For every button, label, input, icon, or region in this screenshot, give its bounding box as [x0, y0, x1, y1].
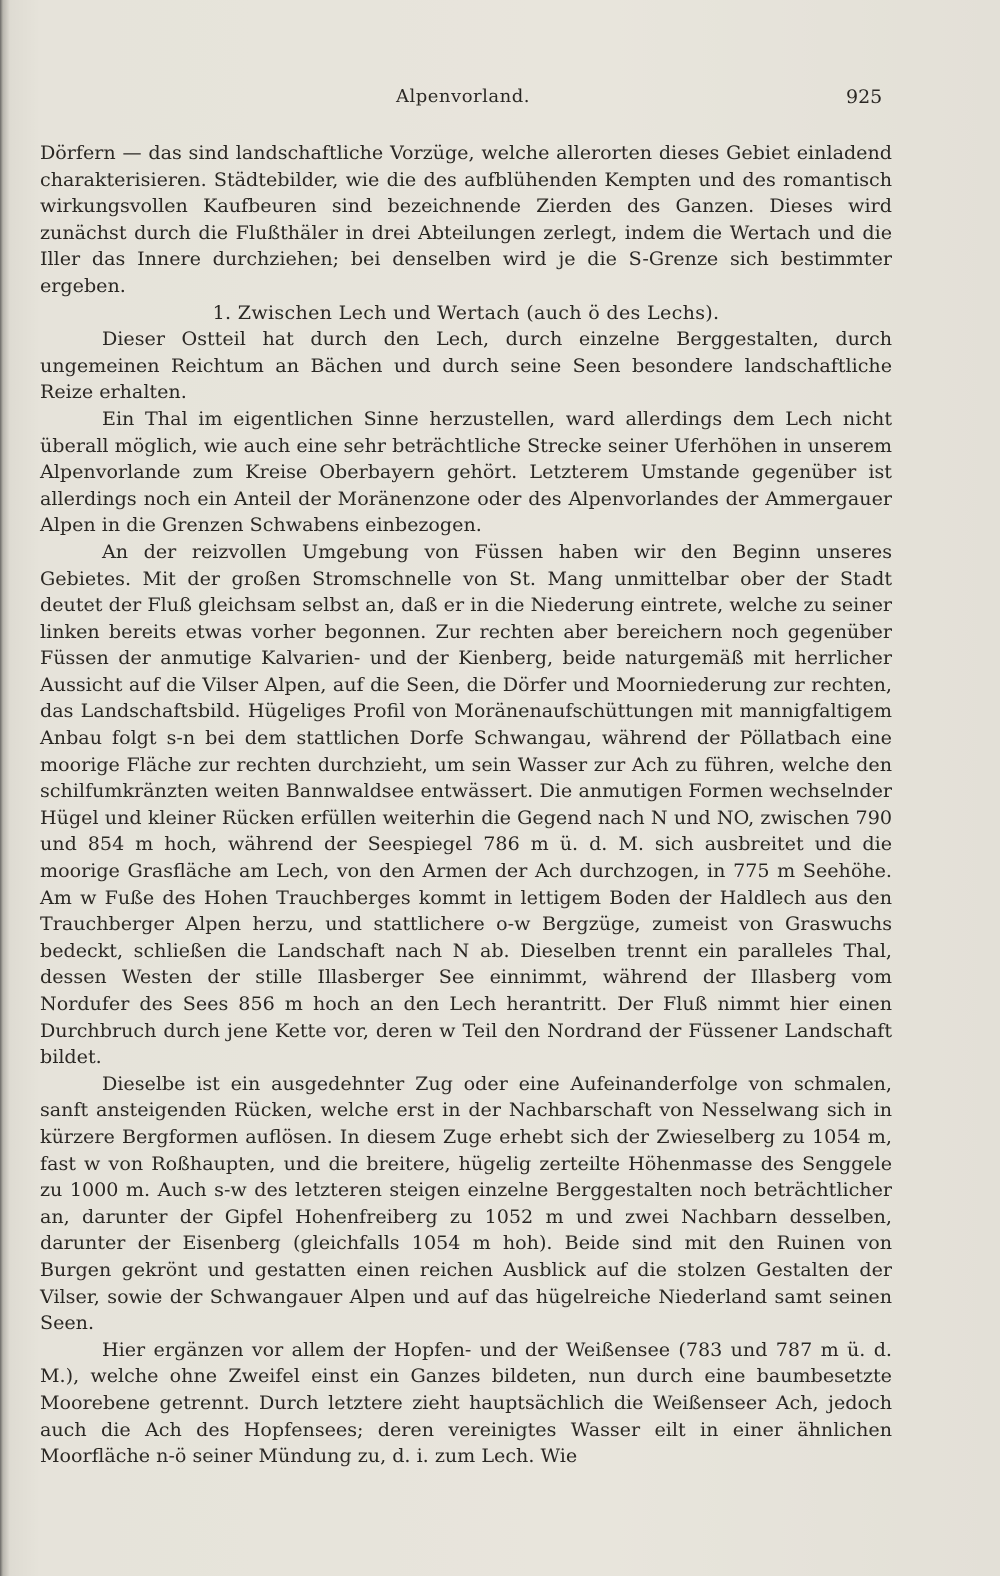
running-title: Alpenvorland. [396, 86, 530, 107]
page-header [0, 86, 1000, 116]
paragraph: Ein Thal im eigentlichen Sinne herzustellen, ward allerdings dem Lech nicht überall möglich, wie auch eine sehr beträchtliche Strecke seiner Uferhöhen in unserem Alpenvorlande zum Kreise Oberbayern gehört. Letzterem Umstande gegenüber ist allerdings noch ein Anteil der Moränenzone oder des Alpenvorlandes der Ammergauer Alpen in die Grenzen Schwabens einbezogen. [40, 406, 892, 537]
paragraph: Hier ergänzen vor allem der Hopfen- und der Weißensee (783 und 787 m ü. d. M.), welche ohne Zweifel einst ein Ganzes bildeten, nun durch eine baumbesetzte Moorebene getrennt. Durch letztere zieht hauptsächlich die Weißenseer Ach, jedoch auch die Ach des Hopfensees; deren vereinigtes Wasser eilt in einer ähnlichen Moorfläche n-ö seiner Mündung zu, d. i. zum Lech. Wie [40, 1337, 892, 1468]
section-heading: 1. Zwischen Lech und Wertach (auch ö des Lechs). [212, 300, 720, 324]
paragraph: An der reizvollen Umgebung von Füssen haben wir den Beginn unseres Gebietes. Mit der großen Stromschnelle von St. Mang unmittelbar ober der Stadt deutet der Fluß gleichsam selbst an, daß er in die Niederung eintrete, welche zu seiner linken bereits etwas vorher begonnen. Zur rechten aber bereichern noch gegenüber Füssen der anmutige Kalvarien- und der Kienberg, beide naturgemäß mit herrlicher Aussicht auf die Vilser Alpen, auf die Seen, die Dörfer und Moorniederung zur rechten, das Landschaftsbild. Hügeliges Profil von Moränenaufschüttungen mit mannigfaltigem Anbau folgt s-n bei dem stattlichen Dorfe Schwangau, während der Pöllatbach eine moorige Fläche zur rechten durchzieht, um sein Wasser zur Ach zu führen, welche den schilfumkränzten weiten Bannwaldsee entwässert. Die anmutigen Formen wechselnder Hügel und kleiner Rücken erfüllen weiterhin die Gegend nach N und NO, zwischen 790 und 854 m hoch, während der Seespiegel 786 m ü. d. M. sich ausbreitet und die moorige Grasfläche am Lech, von den Armen der Ach durchzogen, in 775 m Seehöhe. Am w Fuße des Hohen Trauchberges kommt in lettigem Boden der Haldlech aus den Trauchberger Alpen herzu, und stattlichere o-w Bergzüge, zumeist von Graswuchs bedeckt, schließen die Landschaft nach N ab. Dieselben trennt ein paralleles Thal, dessen Westen der stille Illasberger See einnimmt, während der Illasberg vom Nordufer des Sees 856 m hoch an den Lech herantritt. Der Fluß nimmt hier einen Durchbruch durch jene Kette vor, deren w Teil den Nordrand der Füssener Landschaft bildet. [40, 539, 892, 1069]
body-text [40, 140, 892, 1470]
paragraph: Dieselbe ist ein ausgedehnter Zug oder eine Aufeinanderfolge von schmalen, sanft ansteigenden Rücken, welche erst in der Nachbarschaft von Nesselwang sich in kürzere Bergformen auflösen. In diesem Zuge erhebt sich der Zwieselberg zu 1054 m, fast w von Roßhaupten, und die breitere, hügelig zerteilte Höhenmasse des Senggele zu 1000 m. Auch s-w des letzteren steigen einzelne Berggestalten noch beträchtlicher an, darunter der Gipfel Hohenfreiberg zu 1052 m und zwei Nachbarn desselben, darunter der Eisenberg (gleichfalls 1054 m hoh). Beide sind mit den Ruinen von Burgen gekrönt und gestatten einen reichen Ausblick auf die stolzen Gestalten der Vilser, sowie der Schwangauer Alpen und auf das hügelreiche Niederland samt seinen Seen. [40, 1071, 892, 1335]
paragraph: Dieser Ostteil hat durch den Lech, durch einzelne Berggestalten, durch ungemeinen Reichtum an Bächen und durch seine Seen besondere landschaftliche Reize erhalten. [40, 327, 892, 404]
page-number: 925 [846, 86, 883, 108]
paragraph-continued: Dörfern — das sind landschaftliche Vorzüge, welche allerorten dieses Gebiet einladend charakterisieren. Städtebilder, wie die des aufblühenden Kempten und des romantisch wirkungsvollen Kaufbeuren sind bezeichnende Zierden des Ganzen. Dieses wird zunächst durch die Flußthäler in drei Abteilungen zerlegt, indem die Wertach und die Iller das Innere durchziehen; bei denselben wird je die S-Grenze sich bestimmter ergeben. [40, 141, 892, 297]
